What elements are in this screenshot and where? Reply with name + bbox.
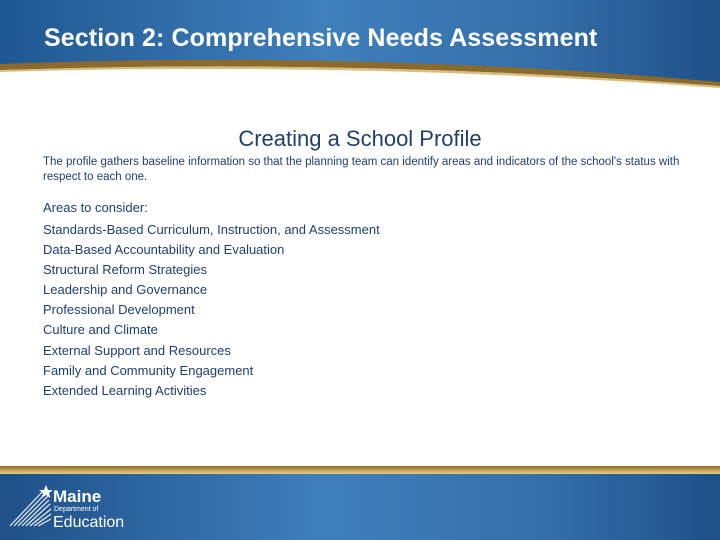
star-rays-icon [8,484,52,528]
list-item: Professional Development [43,302,195,318]
logo-text-department: Department of [54,506,99,513]
list-item: Standards-Based Curriculum, Instruction, and Assessment [43,222,380,237]
footer-gold-band [0,466,720,474]
list-item: Leadership and Governance [43,282,208,298]
maine-doe-logo [8,484,148,534]
list-item: Data-Based Accountability and Evaluation [43,242,285,258]
intro-paragraph: The profile gathers baseline information so that the planning team can identify areas and indicators of the school's status with respect to each one. [43,156,680,183]
slide-subtitle: Creating a School Profile [238,126,482,151]
list-item: Extended Learning Activities [43,382,207,398]
list-item: Structural Reform Strategies [43,262,208,278]
areas-list [43,220,380,401]
areas-heading: Areas to consider: [43,200,148,215]
slide-body [0,100,720,465]
slide-header [0,0,720,100]
slide-footer [0,466,720,540]
slide-title: Section 2: Comprehensive Needs Assessment [44,24,598,52]
list-item: Family and Community Engagement [43,362,254,378]
list-item: Culture and Climate [43,322,158,338]
list-item: External Support and Resources [43,342,231,358]
logo-text-maine: Maine [53,487,102,506]
logo-text-education: Education [53,514,125,531]
